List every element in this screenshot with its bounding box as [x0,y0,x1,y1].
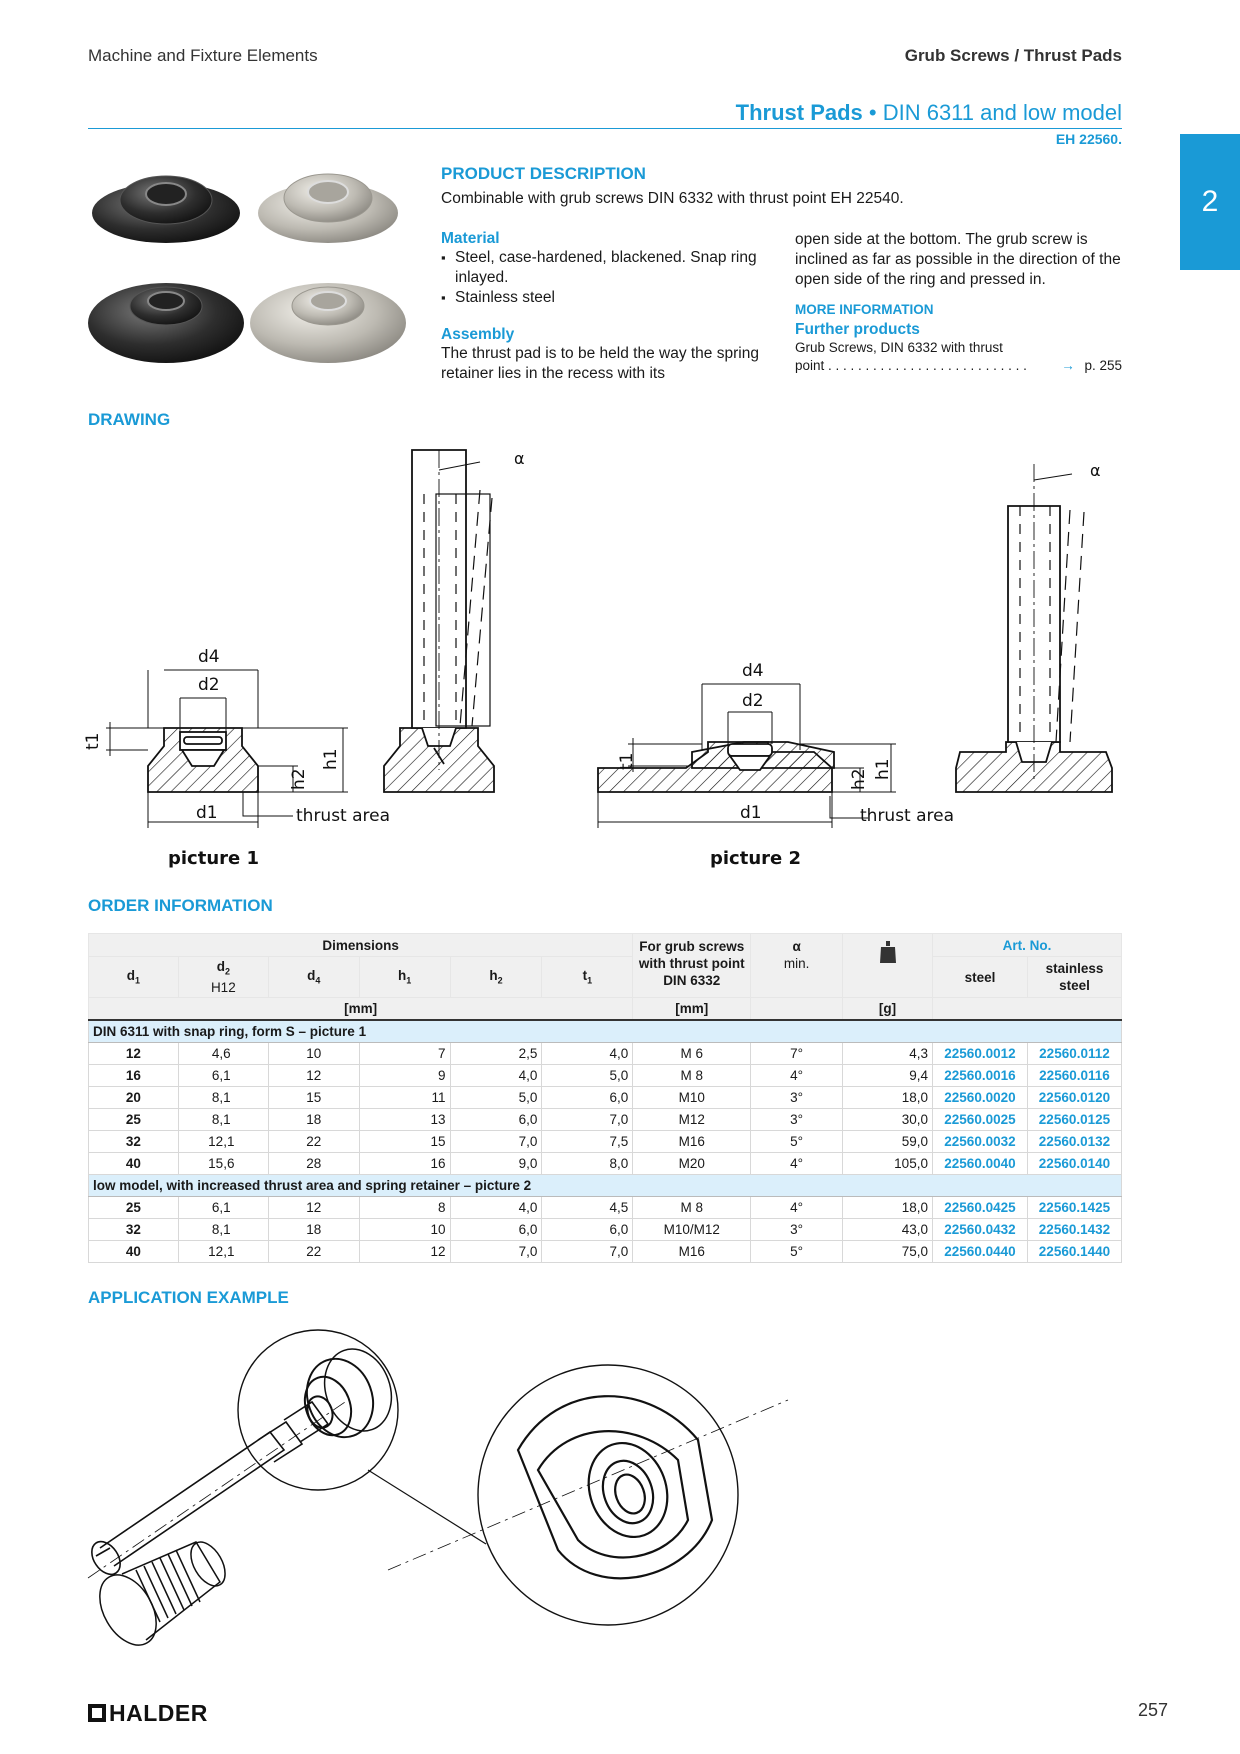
label-alpha-2: α [1090,461,1101,480]
application-illustration [88,1320,808,1660]
cell-d4: 18 [268,1109,359,1131]
cell-h2: 6,0 [450,1109,542,1131]
chapter-tab[interactable]: 2 [1180,134,1240,270]
header-dimensions: Dimensions [89,934,633,957]
cell-d4: 22 [268,1131,359,1153]
arrow-right-icon: → [1061,358,1075,373]
more-info-heading: MORE INFORMATION [795,302,934,317]
group-title: low model, with increased thrust area and spring retainer – picture 2 [89,1175,1122,1197]
label-d1-2: d1 [740,803,762,823]
label-alpha-1: α [514,449,525,468]
title-bold: Thrust Pads [735,100,863,125]
col-d4: $d_4$ [268,957,359,998]
label-h1: h1 [321,748,341,770]
label-thrust-area-2: thrust area [860,806,955,826]
cell-h2: 2,5 [450,1043,542,1065]
cell-d4: 12 [268,1197,359,1219]
assembly-text-part2: open side at the bottom. The grub screw is inclined as far as possible in the direction of the open side of the ring and pressed in. [795,231,1121,288]
cell-alpha: 5° [751,1241,843,1263]
table-header-units [89,998,1122,1021]
label-h2-2: h2 [849,768,869,790]
cell-art-stainless[interactable]: 22560.0132 [1027,1131,1121,1153]
label-d2-2: d2 [742,691,764,711]
cell-art-steel[interactable]: 22560.0040 [932,1153,1027,1175]
cell-d1: 32 [89,1219,179,1241]
further-products-line2: point [795,358,825,373]
cell-d2: 15,6 [178,1153,268,1175]
caption-picture1: picture 1 [168,848,260,869]
cell-t1: 6,0 [542,1219,633,1241]
title-rest: • DIN 6311 and low model [862,100,1122,125]
cell-h1: 13 [359,1109,450,1131]
picture1-assembly [384,450,494,792]
cell-grub-screw: M10/M12 [633,1219,751,1241]
halder-logo [88,1700,208,1727]
cell-alpha: 4° [751,1153,843,1175]
cell-d4: 28 [268,1153,359,1175]
product-intro: Combinable with grub screws DIN 6332 with thrust point EH 22540. [441,190,904,207]
cell-alpha: 5° [751,1131,843,1153]
cell-h2: 7,0 [450,1241,542,1263]
logo-mark-icon [88,1704,106,1722]
application-example-heading: APPLICATION EXAMPLE [88,1288,289,1307]
cell-weight: 30,0 [843,1109,933,1131]
picture2-assembly [956,464,1112,792]
table-row [89,1131,1122,1153]
cell-grub-screw: M10 [633,1087,751,1109]
picture1-section [148,728,258,792]
caption-picture2: picture 2 [710,848,802,869]
cell-alpha: 4° [751,1197,843,1219]
cell-h1: 7 [359,1043,450,1065]
cell-weight: 105,0 [843,1153,933,1175]
assembly-heading: Assembly [441,326,515,343]
table-header-row-2 [89,957,1122,998]
further-products-link[interactable] [795,357,1122,375]
material-item: ▪ Stainless steel [441,288,761,308]
cell-grub-screw: M 8 [633,1065,751,1087]
order-information-heading: ORDER INFORMATION [88,896,273,915]
further-products-heading: Further products [795,321,920,338]
cell-alpha: 3° [751,1219,843,1241]
cell-h1: 9 [359,1065,450,1087]
cell-art-steel[interactable]: 22560.0012 [932,1043,1027,1065]
cell-weight: 18,0 [843,1197,933,1219]
cell-alpha: 3° [751,1087,843,1109]
table-row [89,1087,1122,1109]
cell-weight: 18,0 [843,1087,933,1109]
cell-weight: 4,3 [843,1043,933,1065]
cell-h1: 8 [359,1197,450,1219]
weight-icon [843,934,933,998]
photo-steel-pad-1 [258,174,398,243]
cell-t1: 7,0 [542,1109,633,1131]
cell-h1: 12 [359,1241,450,1263]
title-rule [88,128,1122,129]
table-row [89,1109,1122,1131]
cell-h2: 6,0 [450,1219,542,1241]
cell-t1: 6,0 [542,1087,633,1109]
cell-d2: 6,1 [178,1065,268,1087]
label-d4: d4 [198,647,220,667]
cell-d4: 10 [268,1043,359,1065]
product-photos [88,158,408,380]
table-row [89,1241,1122,1263]
cell-weight: 75,0 [843,1241,933,1263]
header-category: Grub Screws / Thrust Pads [904,46,1122,65]
cell-d4: 18 [268,1219,359,1241]
cell-d1: 16 [89,1065,179,1087]
cell-art-stainless[interactable]: 22560.0116 [1027,1065,1121,1087]
cell-weight: 43,0 [843,1219,933,1241]
table-row [89,1043,1122,1065]
cell-t1: 8,0 [542,1153,633,1175]
page-reference: p. 255 [1084,358,1122,373]
cell-art-stainless[interactable]: 22560.1440 [1027,1241,1121,1263]
material-item: ▪ Steel, case-hardened, blackened. Snap ring inlayed. [441,248,761,288]
cell-t1: 7,0 [542,1241,633,1263]
cell-d1: 40 [89,1153,179,1175]
page-number: 257 [1137,1700,1168,1720]
cell-art-steel[interactable]: 22560.0016 [932,1065,1027,1087]
further-products-line1: Grub Screws, DIN 6332 with thrust [795,340,1003,355]
cell-h1: 16 [359,1153,450,1175]
cell-art-steel[interactable]: 22560.0020 [932,1087,1027,1109]
label-d1: d1 [196,803,218,823]
cell-art-steel[interactable]: 22560.0440 [932,1241,1027,1263]
cell-d2: 4,6 [178,1043,268,1065]
cell-d1: 25 [89,1197,179,1219]
table-row [89,1197,1122,1219]
table-header-row-1 [89,934,1122,957]
cell-alpha: 4° [751,1065,843,1087]
left-text-column [441,230,761,384]
cell-art-stainless[interactable]: 22560.1425 [1027,1197,1121,1219]
cell-d2: 12,1 [178,1131,268,1153]
table-row [89,1219,1122,1241]
product-description-heading: PRODUCT DESCRIPTION [441,164,646,183]
order-table-body [89,1020,1122,1263]
cell-d4: 22 [268,1241,359,1263]
cell-t1: 7,5 [542,1131,633,1153]
cell-d2: 8,1 [178,1109,268,1131]
col-steel: steel [932,957,1027,998]
cell-h1: 15 [359,1131,450,1153]
cell-grub-screw: M12 [633,1109,751,1131]
cell-grub-screw: M 8 [633,1197,751,1219]
cell-h2: 4,0 [450,1065,542,1087]
cell-art-steel[interactable]: 22560.0425 [932,1197,1027,1219]
cell-h2: 4,0 [450,1197,542,1219]
unit-mm-grub: [mm] [633,998,751,1021]
label-d4-2: d4 [742,661,764,681]
cell-d2: 12,1 [178,1241,268,1263]
cell-alpha: 3° [751,1109,843,1131]
cell-art-stainless[interactable]: 22560.0112 [1027,1043,1121,1065]
table-row [89,1065,1122,1087]
cell-weight: 59,0 [843,1131,933,1153]
order-table [88,933,1122,1263]
label-t1: t1 [83,732,103,750]
cell-h2: 9,0 [450,1153,542,1175]
group-title: DIN 6311 with snap ring, form S – picture 1 [89,1020,1122,1043]
cell-grub-screw: M 6 [633,1043,751,1065]
col-t1: $t_1$ [542,957,633,998]
photo-black-pad-2 [88,283,244,363]
right-text-column [795,230,1125,375]
cell-t1: 4,0 [542,1043,633,1065]
unit-g: [g] [843,998,933,1021]
cell-h2: 7,0 [450,1131,542,1153]
cell-art-steel[interactable]: 22560.0432 [932,1219,1027,1241]
material-heading: Material [441,230,500,247]
cell-t1: 5,0 [542,1065,633,1087]
cell-art-stainless[interactable]: 22560.0120 [1027,1087,1121,1109]
table-row [89,1153,1122,1175]
label-t1-2: t1 [617,752,637,770]
col-d1: $d_1$ [89,957,179,998]
cell-d1: 32 [89,1131,179,1153]
cell-d2: 8,1 [178,1219,268,1241]
col-h2: $h_2$ [450,957,542,998]
label-d2: d2 [198,675,220,695]
cell-d4: 15 [268,1087,359,1109]
logo-text: HALDER [109,1700,208,1726]
cell-alpha: 7° [751,1043,843,1065]
assembly-text-part1: The thrust pad is to be held the way the spring retainer lies in the recess with its [441,345,759,382]
leader-dots: . . . . . . . . . . . . . . . . . . . . . . . . . . . [824,358,1027,373]
col-d2: $d_2$ H12 [178,957,268,998]
label-h1-2: h1 [873,758,893,780]
cell-h1: 10 [359,1219,450,1241]
cell-weight: 9,4 [843,1065,933,1087]
cell-art-stainless[interactable]: 22560.1432 [1027,1219,1121,1241]
photo-black-pad-1 [92,176,240,243]
header-artno: Art. No. [932,934,1121,957]
cell-d1: 12 [89,1043,179,1065]
table-group-row [89,1020,1122,1043]
table-group-row [89,1175,1122,1197]
cell-grub-screw: M16 [633,1131,751,1153]
cell-art-stainless[interactable]: 22560.0140 [1027,1153,1121,1175]
col-h1: $h_1$ [359,957,450,998]
cell-d1: 20 [89,1087,179,1109]
photo-steel-pad-2 [250,283,406,363]
col-stainless: stainless steel [1027,957,1121,998]
page-title [736,100,1122,126]
unit-mm: [mm] [89,998,633,1021]
material-list [441,248,761,308]
cell-art-steel[interactable]: 22560.0025 [932,1109,1027,1131]
cell-d2: 8,1 [178,1087,268,1109]
technical-drawing [83,449,1122,880]
drawing-heading: DRAWING [88,410,171,429]
label-thrust-area-1: thrust area [296,806,391,826]
header-section-title: Machine and Fixture Elements [88,46,318,65]
cell-grub-screw: M20 [633,1153,751,1175]
cell-d4: 12 [268,1065,359,1087]
cell-h1: 11 [359,1087,450,1109]
cell-h2: 5,0 [450,1087,542,1109]
cell-art-steel[interactable]: 22560.0032 [932,1131,1027,1153]
header-alpha: α min. [751,934,843,998]
product-code: EH 22560. [1055,131,1122,147]
cell-t1: 4,5 [542,1197,633,1219]
label-h2: h2 [289,768,309,790]
header-grub-screws: For grub screws with thrust point DIN 6332 [633,934,751,998]
cell-d2: 6,1 [178,1197,268,1219]
cell-d1: 25 [89,1109,179,1131]
cell-grub-screw: M16 [633,1241,751,1263]
cell-d1: 40 [89,1241,179,1263]
cell-art-stainless[interactable]: 22560.0125 [1027,1109,1121,1131]
